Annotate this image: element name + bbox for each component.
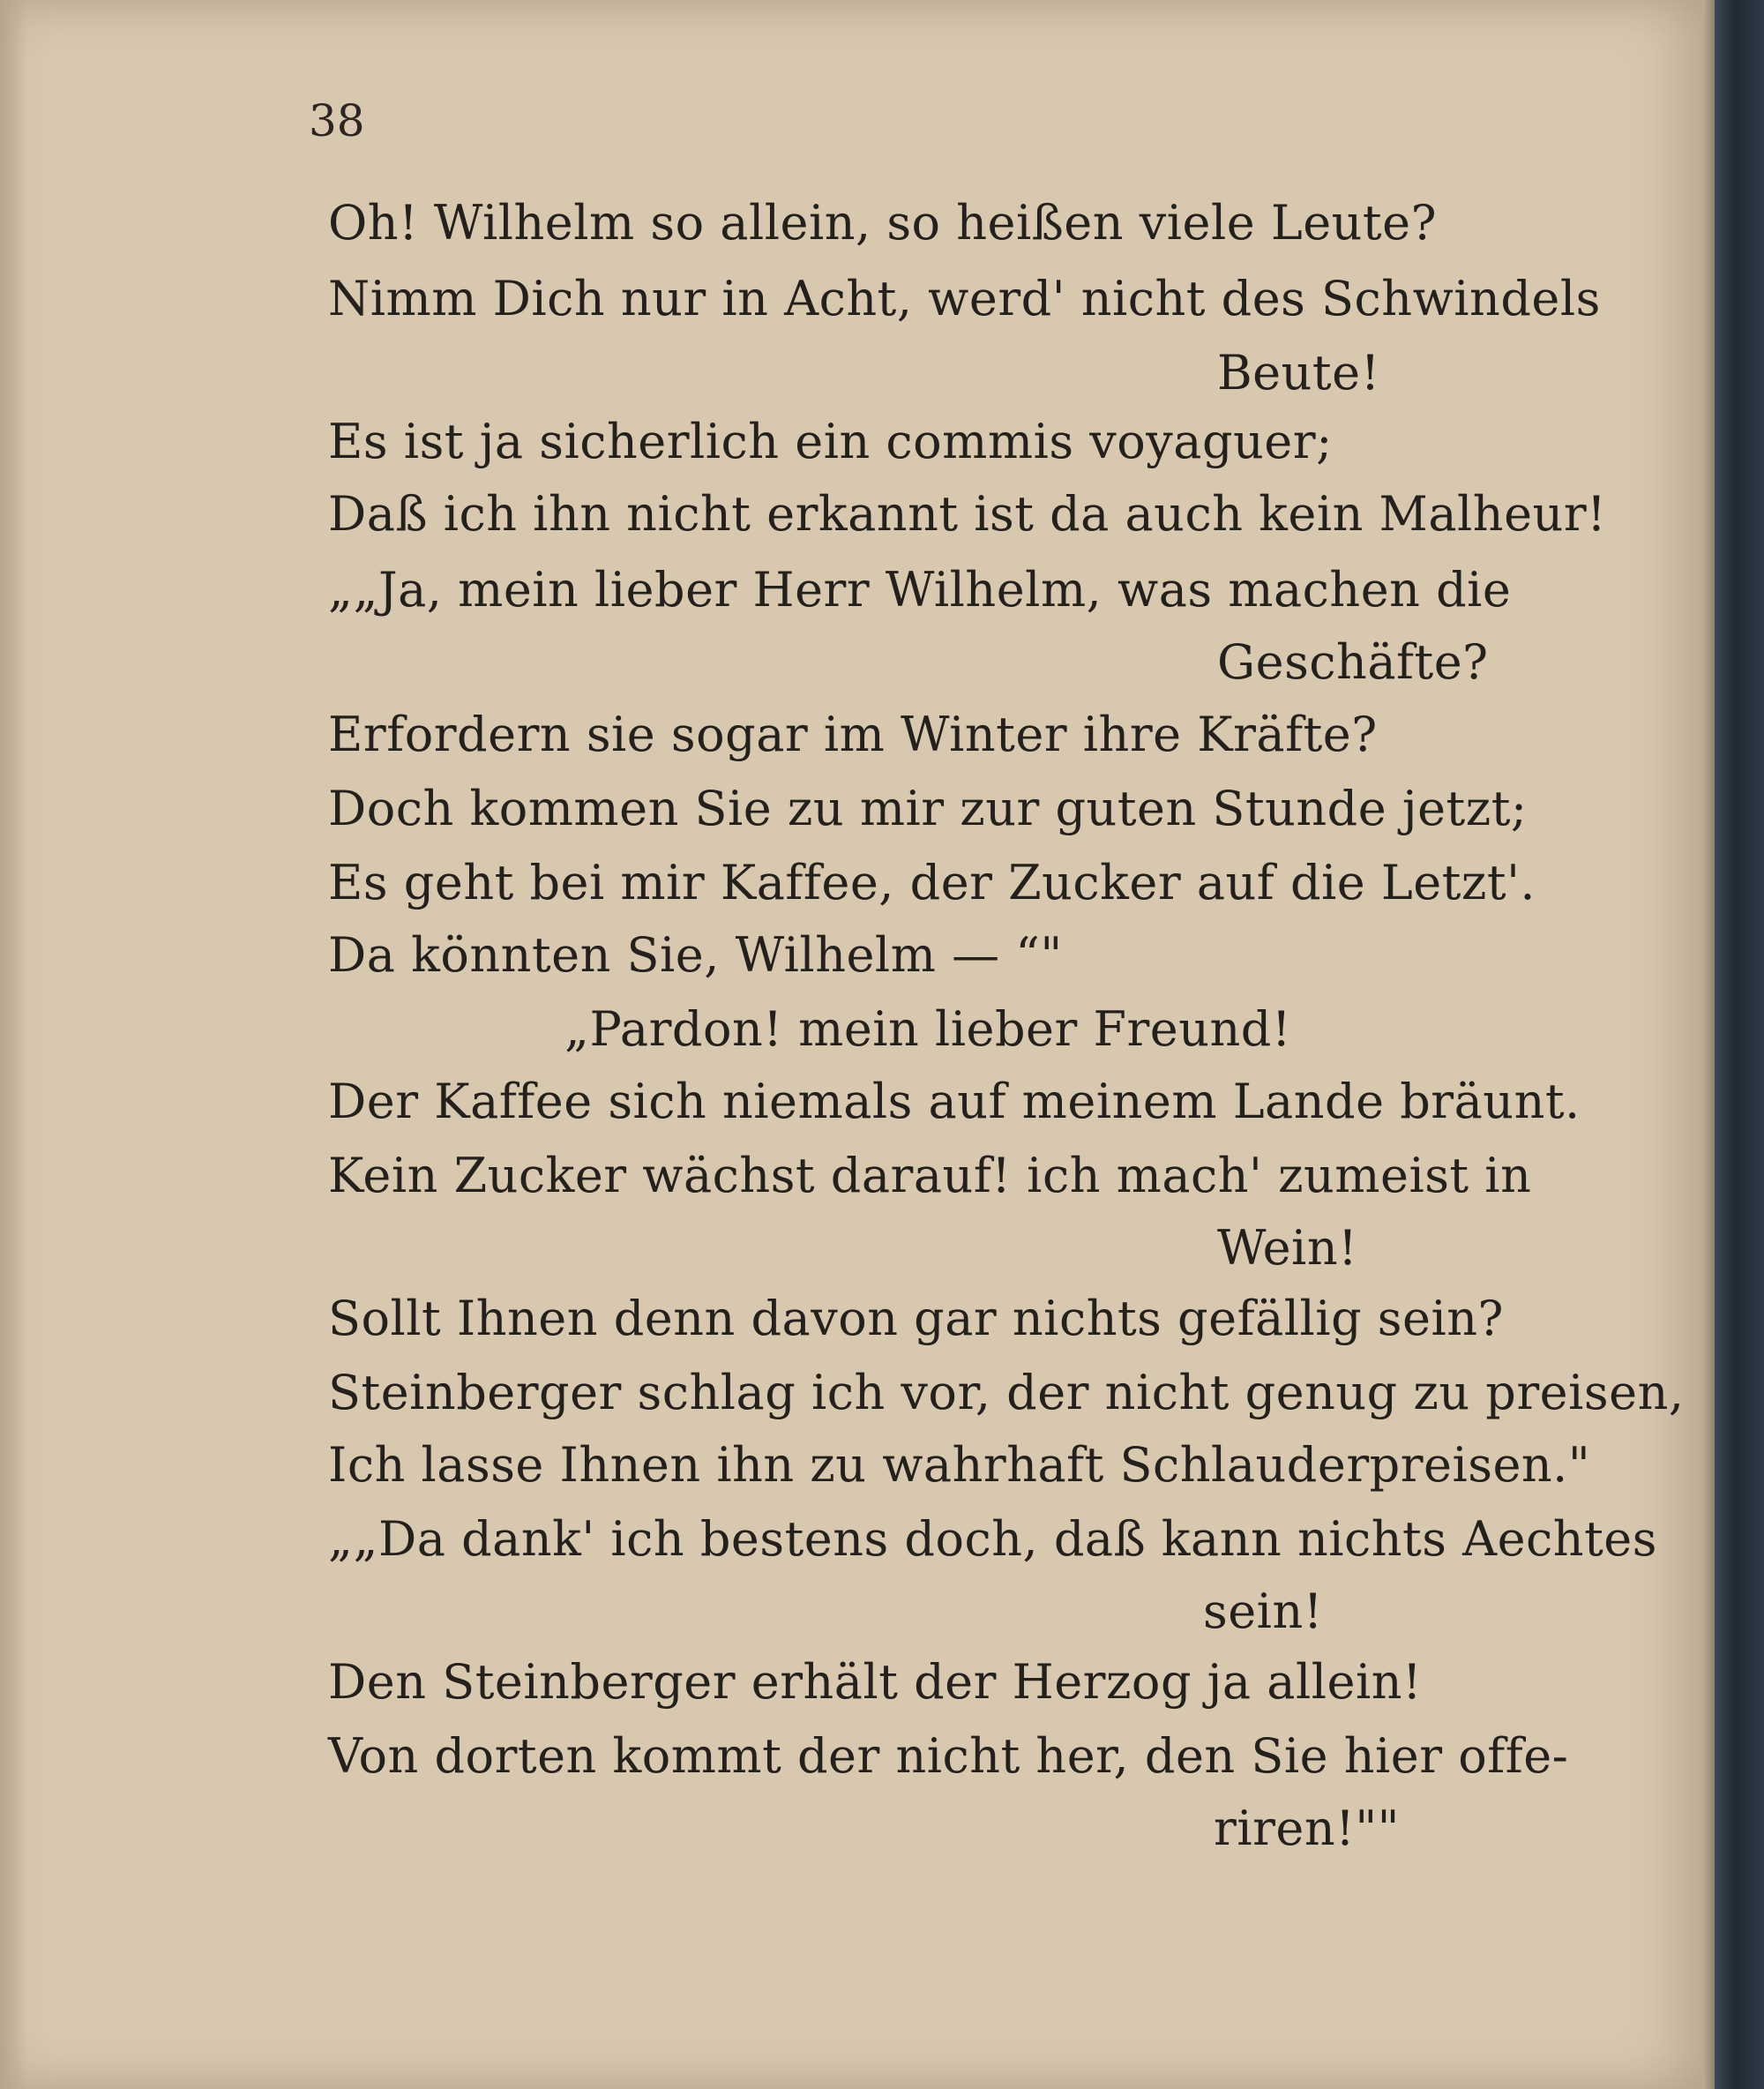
verse-line: „„Da dank' ich bestens doch, daß kann nichts Aechtes <box>328 1511 1657 1567</box>
verse-line: Doch kommen Sie zu mir zur guten Stunde jetzt; <box>328 781 1528 836</box>
verse-line: „„Ja, mein lieber Herr Wilhelm, was machen die <box>328 562 1512 618</box>
verse-line: Daß ich ihn nicht erkannt ist da auch kein Malheur! <box>328 486 1607 542</box>
verse-line-continuation: Beute! <box>1217 345 1380 401</box>
verse-line: „Pardon! mein lieber Freund! <box>564 1001 1292 1057</box>
verse-line-continuation: Geschäfte? <box>1217 634 1489 690</box>
verse-line: Von dorten kommt der nicht her, den Sie hier offe- <box>328 1728 1569 1784</box>
verse-line-continuation: sein! <box>1203 1584 1323 1639</box>
verse-line: Es ist ja sicherlich ein commis voyaguer; <box>328 414 1333 469</box>
verse-line: Der Kaffee sich niemals auf meinem Lande bräunt. <box>328 1074 1581 1129</box>
verse-line: Da könnten Sie, Wilhelm — “" <box>328 927 1063 983</box>
verse-line-continuation: Wein! <box>1217 1220 1358 1276</box>
verse-line: Sollt Ihnen denn davon gar nichts gefällig sein? <box>328 1291 1504 1346</box>
verse-line: Erfordern sie sogar im Winter ihre Kräfte? <box>328 707 1378 762</box>
verse-line: Nimm Dich nur in Acht, werd' nicht des Schwindels <box>328 271 1601 326</box>
verse-line: Steinberger schlag ich vor, der nicht genug zu preisen, <box>328 1365 1685 1420</box>
verse-line-continuation: riren!"" <box>1214 1801 1401 1856</box>
verse-line: Oh! Wilhelm so allein, so heißen viele Leute? <box>328 195 1438 251</box>
book-cover-edge <box>1715 0 1764 2089</box>
verse-line: Den Steinberger erhält der Herzog ja allein! <box>328 1654 1423 1710</box>
verse-line: Ich lasse Ihnen ihn zu wahrhaft Schlauderpreisen." <box>328 1437 1591 1493</box>
verse-line: Es geht bei mir Kaffee, der Zucker auf die Letzt'. <box>328 855 1536 910</box>
verse-line: Kein Zucker wächst darauf! ich mach' zumeist in <box>328 1148 1532 1203</box>
page-number: 38 <box>309 95 365 146</box>
